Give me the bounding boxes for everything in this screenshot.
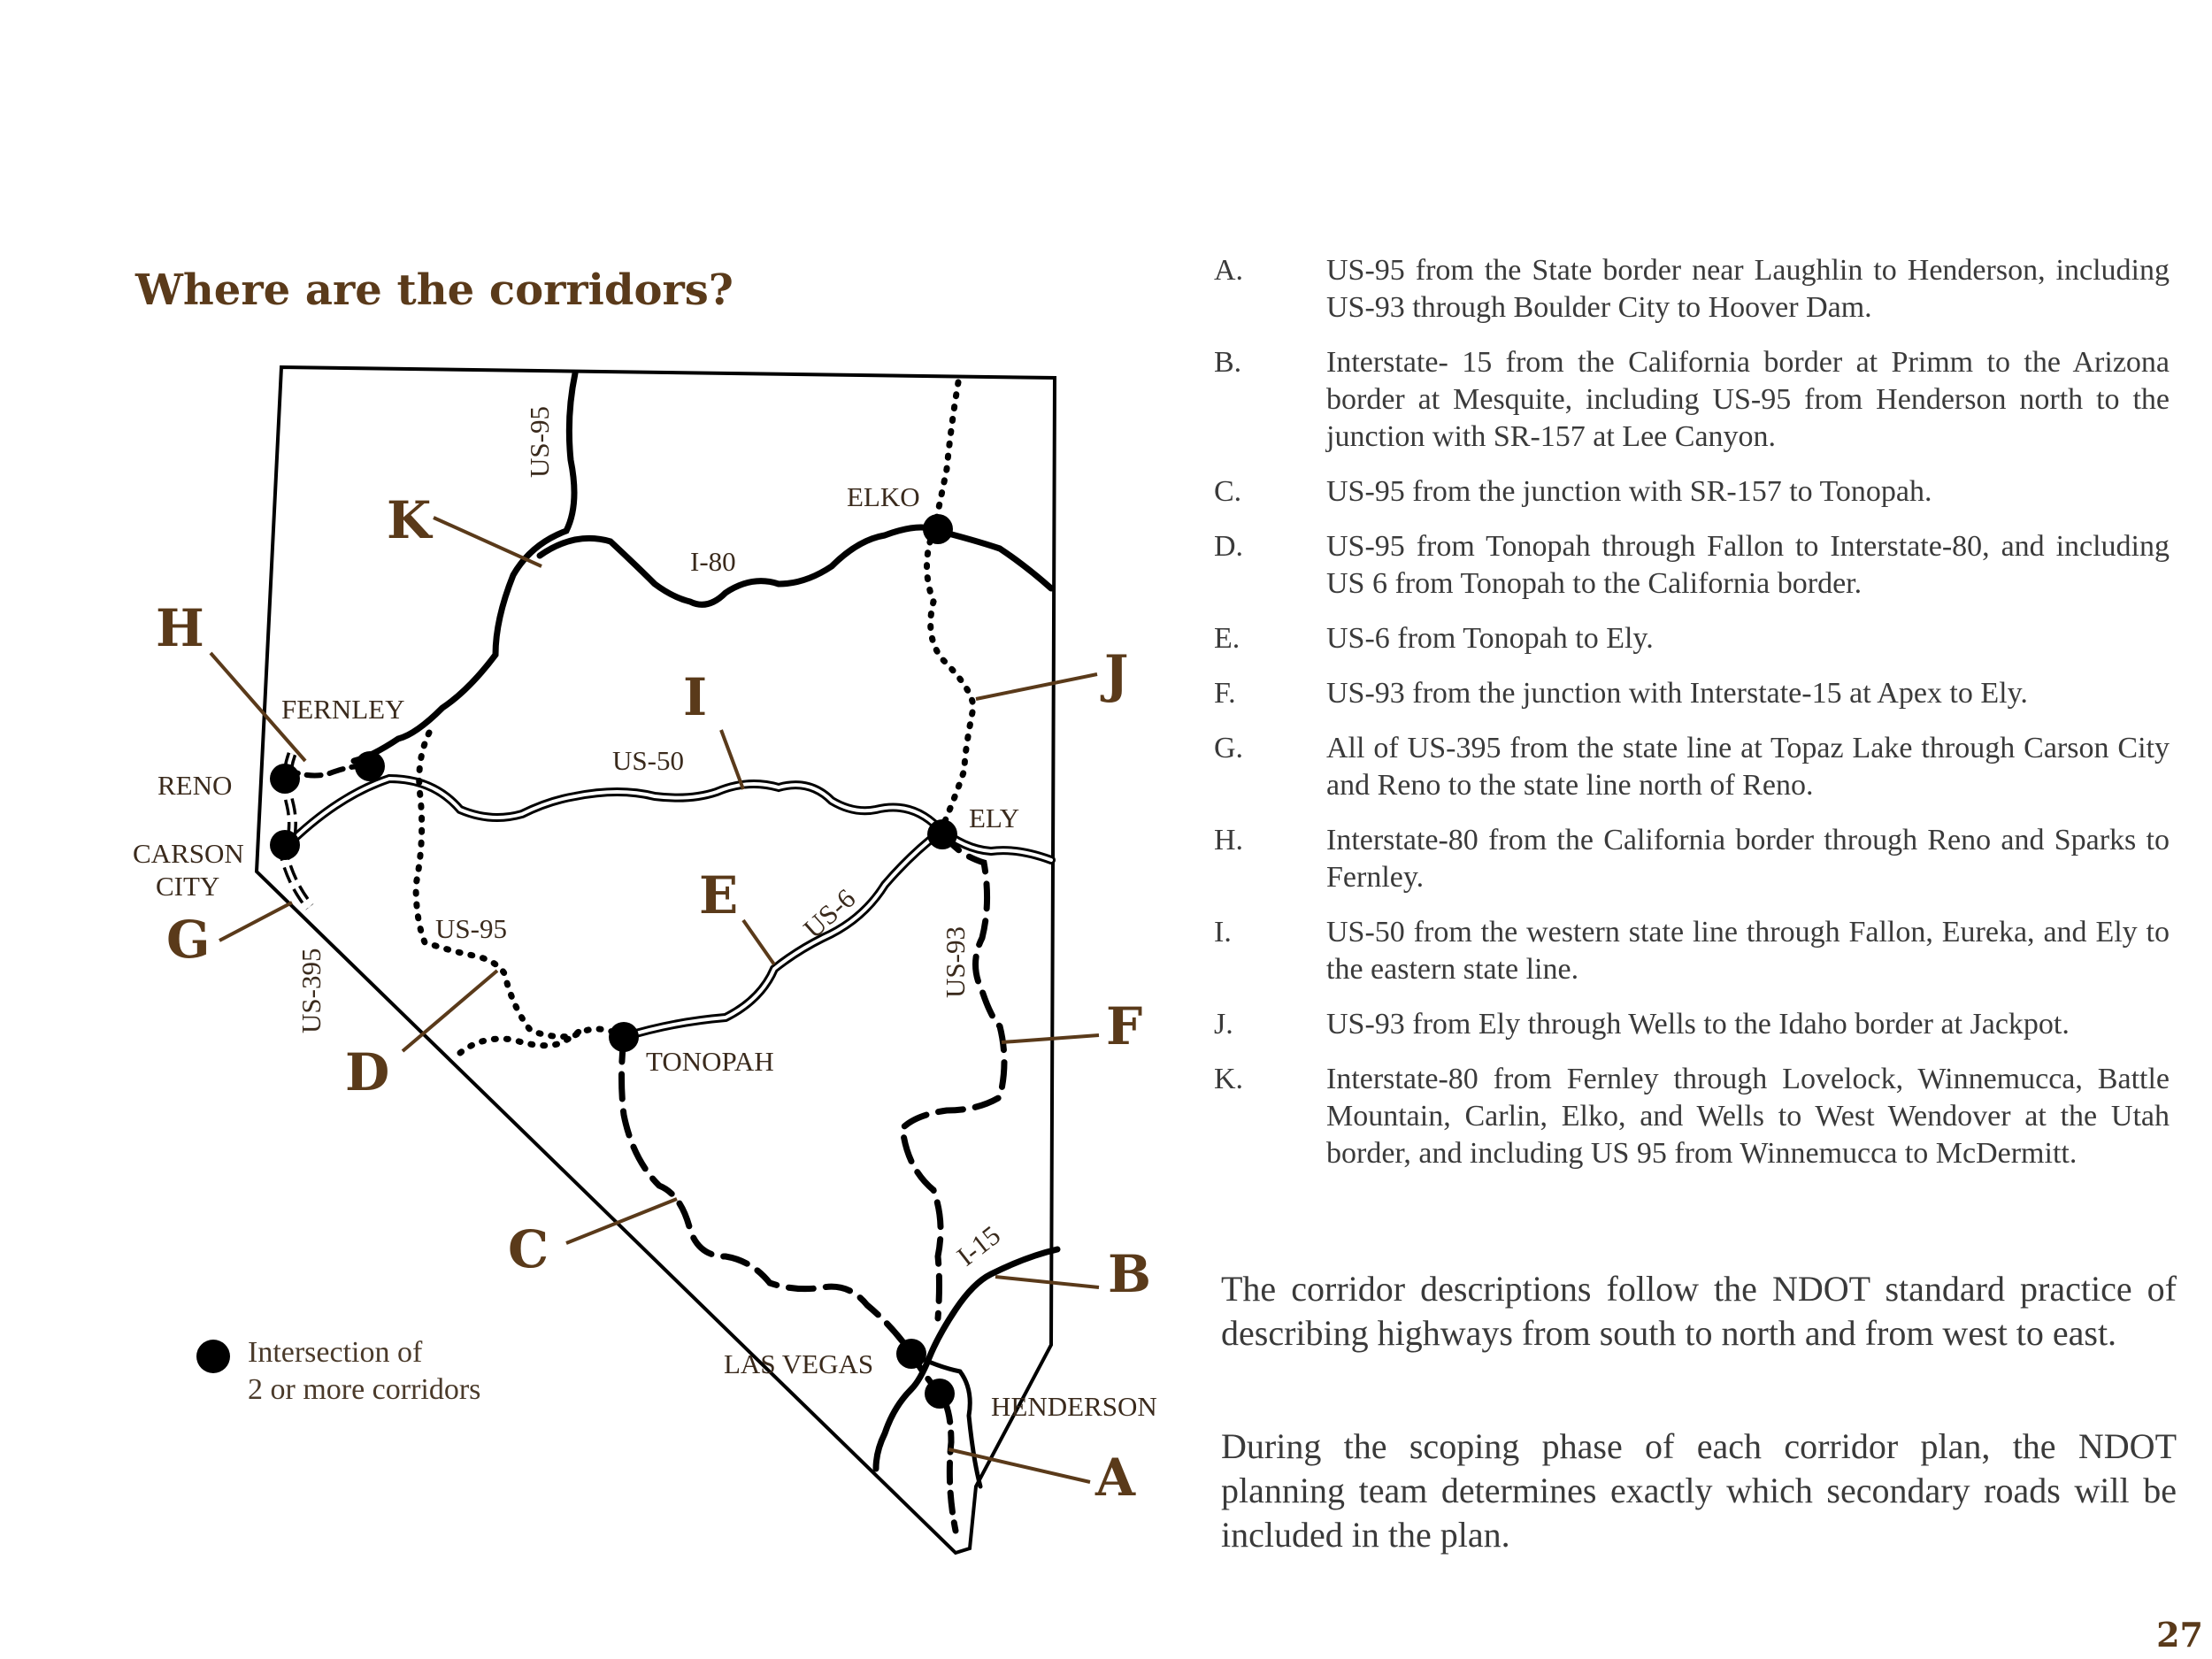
corridor-letter-c: C — [508, 1219, 549, 1279]
route-label-us395: US-395 — [296, 948, 326, 1033]
corridor-item-description: Interstate- 15 from the California border at Primm to the Arizona border at Mesquite, including US-95 from Henderson north to the junction with SR-157 at Lee Canyon. — [1326, 346, 2170, 453]
corridor-item-letter: K. — [1214, 1063, 1244, 1095]
page-number: 27 — [2156, 1615, 2203, 1655]
us6-west-dotted-road — [460, 1026, 584, 1053]
ely-intersection-dot — [927, 819, 957, 849]
leader-g — [219, 902, 292, 941]
corridor-item-letter: E. — [1214, 622, 1240, 655]
page-title: Where are the corridors? — [135, 265, 733, 315]
corridor-list — [1214, 252, 2170, 1190]
corridor-letter-a: A — [1095, 1448, 1136, 1508]
corridor-item-description: US-95 from the junction with SR-157 to Tonopah. — [1326, 475, 1932, 508]
corridor-item-description: All of US-395 from the state line at Topaz Lake through Carson City and Reno to the state line north of Reno. — [1326, 732, 2170, 802]
tonopah-intersection-dot — [609, 1022, 639, 1052]
route-label-us6: US-6 — [797, 882, 862, 945]
route-label-us95-mid: US-95 — [435, 913, 507, 944]
note-paragraph: The corridor descriptions follow the NDOT standard practice of describing highways from south to north and from west to east. — [1221, 1269, 2177, 1353]
leader-k — [434, 518, 541, 566]
henderson-intersection-dot — [925, 1379, 955, 1409]
city-label-carson-2: CITY — [156, 871, 220, 902]
corridor-letter-b: B — [1108, 1244, 1152, 1304]
city-label-tonopah: TONOPAH — [646, 1046, 774, 1077]
carson-intersection-dot — [270, 830, 300, 860]
corridor-letter-k: K — [387, 490, 432, 550]
reno-intersection-dot — [270, 764, 300, 794]
corridor-item — [1214, 1061, 2170, 1172]
corridor-item — [1214, 528, 2170, 603]
us6-road — [624, 832, 941, 1037]
corridor-item-letter: G. — [1214, 732, 1244, 764]
corridor-item — [1214, 252, 2170, 326]
intersection-dot-icon — [196, 1340, 230, 1373]
corridor-item-description: US-93 from the junction with Interstate-15 at Apex to Ely. — [1326, 677, 2028, 710]
corridor-item-description: US-50 from the western state line through Fallon, Eureka, and Ely to the eastern state line. — [1326, 916, 2170, 986]
leader-c — [566, 1199, 677, 1243]
elko-intersection-dot — [923, 514, 953, 544]
corridor-item-letter: A. — [1214, 254, 1244, 287]
route-label-i80: I-80 — [690, 546, 736, 577]
corridor-letter-f: F — [1106, 996, 1143, 1056]
corridor-item — [1214, 914, 2170, 988]
leader-j — [976, 674, 1097, 699]
corridor-item — [1214, 675, 2170, 712]
corridor-letter-i: I — [683, 667, 708, 727]
leader-b — [995, 1277, 1099, 1287]
corridor-item-letter: F. — [1214, 677, 1236, 710]
leader-f — [1002, 1035, 1099, 1042]
corridor-item-description: Interstate-80 from the California border through Reno and Sparks to Fernley. — [1326, 824, 2170, 894]
corridor-item — [1214, 473, 2170, 511]
city-label-henderson: HENDERSON — [991, 1391, 1157, 1422]
corridor-item-description: US-6 from Tonopah to Ely. — [1326, 622, 1654, 655]
corridor-letter-e: E — [699, 865, 739, 926]
i80-road — [540, 527, 1051, 604]
corridor-item-letter: J. — [1214, 1008, 1233, 1041]
note-paragraph: During the scoping phase of each corridor plan, the NDOT planning team determines exactly which secondary roads will be included in the plan. — [1221, 1426, 2177, 1555]
route-label-us50: US-50 — [612, 745, 684, 776]
route-label-i15: I-15 — [950, 1219, 1007, 1272]
city-label-reno: RENO — [157, 770, 233, 801]
corridor-item — [1214, 1006, 2170, 1043]
corridor-item — [1214, 822, 2170, 896]
corridor-item-description: US-95 from Tonopah through Fallon to Interstate-80, and including US 6 from Tonopah to the California border. — [1326, 530, 2170, 600]
legend-label: Intersection of 2 or more corridors — [248, 1336, 481, 1406]
corridor-letter-h: H — [156, 598, 204, 658]
us95-dotted-road — [416, 733, 624, 1037]
corridor-item-description: US-95 from the State border near Laughlin to Henderson, including US-93 through Boulder City to Hoover Dam. — [1326, 254, 2170, 324]
corridor-item-letter: B. — [1214, 346, 1242, 379]
corridor-item-letter: I. — [1214, 916, 1232, 949]
corridor-item-letter: H. — [1214, 824, 1244, 856]
corridor-item — [1214, 730, 2170, 804]
city-label-elko: ELKO — [847, 481, 920, 512]
city-label-carson-1: CARSON — [133, 838, 244, 869]
city-label-fernley: FERNLEY — [281, 694, 405, 725]
corridor-item-description: US-93 from Ely through Wells to the Idaho border at Jackpot. — [1326, 1008, 2070, 1041]
city-label-ely: ELY — [969, 803, 1020, 833]
corridor-item-letter: D. — [1214, 530, 1244, 563]
corridor-item-letter: C. — [1214, 475, 1242, 508]
fernley-intersection-dot — [355, 751, 385, 781]
las-vegas-intersection-dot — [896, 1339, 926, 1369]
corridor-item — [1214, 620, 2170, 657]
corridor-item — [1214, 344, 2170, 456]
legend — [196, 1334, 480, 1409]
corridor-letter-g: G — [166, 910, 211, 970]
route-label-us95-north: US-95 — [524, 406, 555, 478]
leader-i — [721, 730, 743, 789]
leader-e — [743, 920, 774, 964]
route-label-us93: US-93 — [940, 926, 971, 998]
city-label-las-vegas: LAS VEGAS — [724, 1348, 874, 1379]
corridor-letter-j: J — [1104, 644, 1129, 704]
leader-a — [949, 1449, 1090, 1482]
corridor-letter-d: D — [345, 1042, 390, 1102]
us93-north-dotted-road — [927, 382, 974, 827]
us95-south-dashed-road — [622, 1037, 912, 1354]
corridor-item-description: Interstate-80 from Fernley through Lovelock, Winnemucca, Battle Mountain, Carlin, Elko, and Wells to West Wendover at the Utah border, and including US 95 from Winnemucca to McDermitt. — [1326, 1063, 2170, 1170]
